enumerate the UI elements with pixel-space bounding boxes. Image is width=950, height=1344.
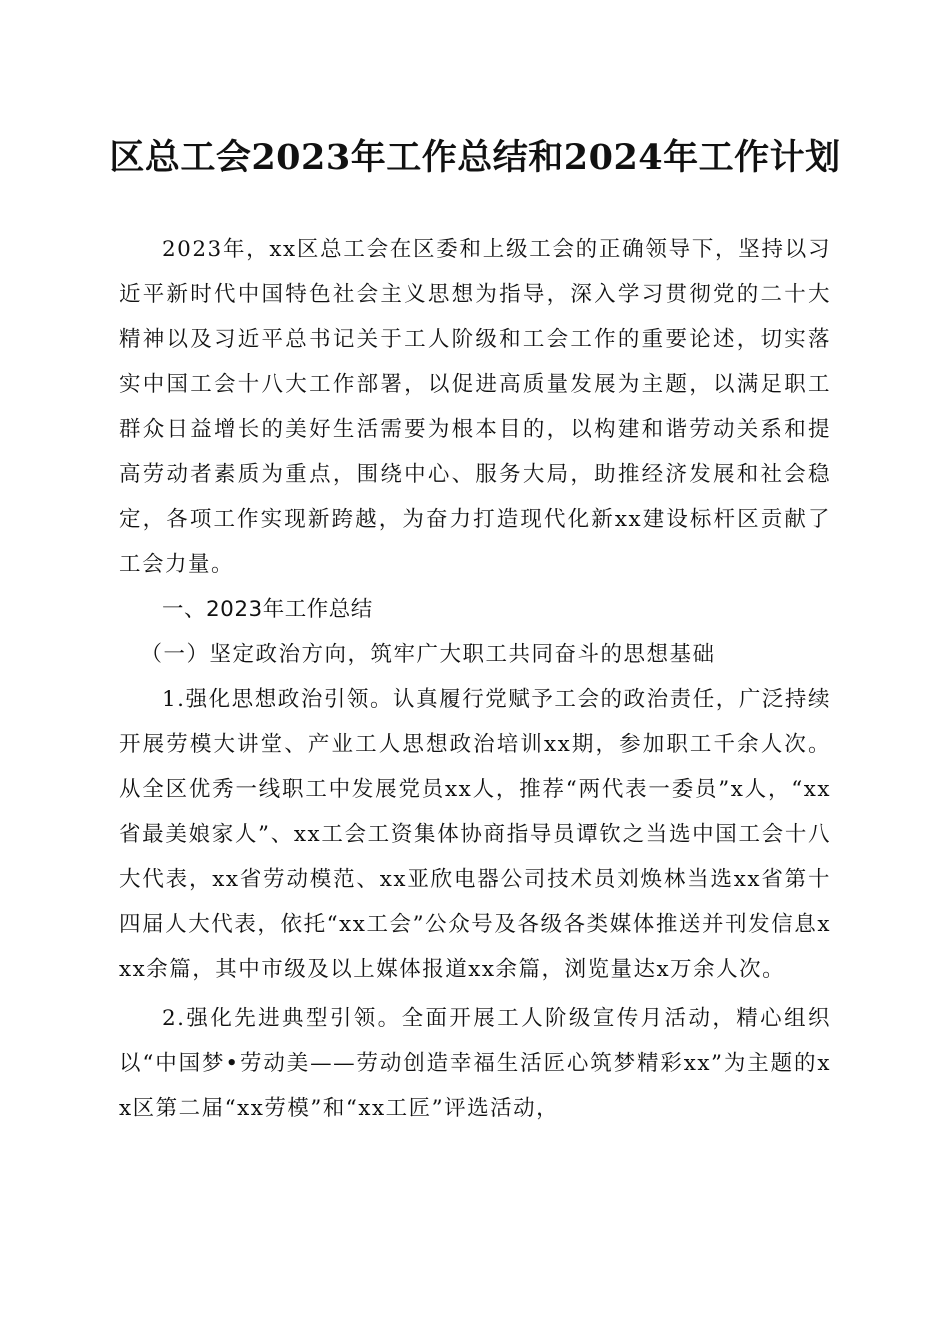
section-heading: 一、2023年工作总结 <box>162 597 373 622</box>
document-body <box>119 227 831 1131</box>
item-paragraph-1: 1.强化思想政治引领。认真履行党赋予工会的政治责任，广泛持续开展劳模大讲堂、产业工人思想政治培训xx期，参加职工千余人次。从全区优秀一线职工中发展党员xx人，推荐“两代表一委员”x人，“xx省最美娘家人”、xx工会工资集体协商指导员谭钦之当选中国工会十八大代表，xx省劳动模范、xx亚欣电器公司技术员刘焕林当选xx省第十四届人大代表，依托“xx工会”公众号及各级各类媒体推送并刊发信息xxx余篇，其中市级及以上媒体报道xx余篇，浏览量达x万余人次。 <box>119 687 831 982</box>
intro-paragraph: 2023年，xx区总工会在区委和上级工会的正确领导下，坚持以习近平新时代中国特色社会主义思想为指导，深入学习贯彻党的二十大精神以及习近平总书记关于工人阶级和工会工作的重要论述，切实落实中国工会十八大工作部署，以促进高质量发展为主题，以满足职工群众日益增长的美好生活需要为根本目的，以构建和谐劳动关系和提高劳动者素质为重点，围绕中心、服务大局，助推经济发展和社会稳定，各项工作实现新跨越，为奋力打造现代化新xx建设标杆区贡献了工会力量。 <box>119 237 831 577</box>
item-paragraph-2: 2.强化先进典型引领。全面开展工人阶级宣传月活动，精心组织以“中国梦•劳动美——劳动创造幸福生活匠心筑梦精彩xx”为主题的xx区第二届“xx劳模”和“xx工匠”评选活动， <box>119 1006 831 1121</box>
document-title: 区总工会2023年工作总结和2024年工作计划 <box>109 137 841 178</box>
subsection-heading: （一）坚定政治方向，筑牢广大职工共同奋斗的思想基础 <box>140 642 716 667</box>
